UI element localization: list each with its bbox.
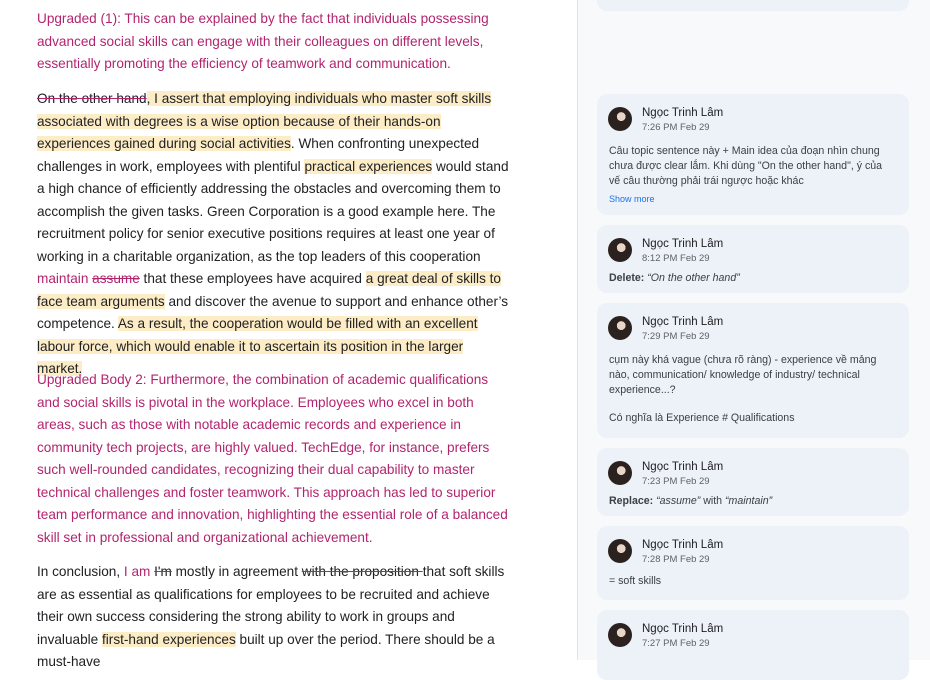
commented-text[interactable]: , I assert that employing individuals who master soft skills associated with degrees is a wise option because of their hands-on experiences gained during social activities	[37, 91, 492, 151]
comments-sidebar	[578, 0, 930, 660]
comment-time: 7:27 PM Feb 29	[642, 638, 710, 649]
commenter-name: Ngọc Trinh Lâm	[642, 107, 724, 119]
comment-body: = soft skills	[609, 575, 662, 587]
paragraph-body-1[interactable]	[37, 88, 512, 381]
body-text: . When confronting unexpected challenges in work, employees with plentiful	[37, 136, 480, 174]
suggestion-card[interactable]	[597, 225, 909, 293]
comment-card-partial[interactable]	[597, 0, 909, 11]
commenter-name: Ngọc Trinh Lâm	[642, 623, 724, 635]
suggested-insertion[interactable]: I am	[123, 564, 151, 579]
suggested-insertion[interactable]: maintain	[37, 271, 89, 286]
body-text: that these employees have acquired	[139, 271, 366, 286]
commenter-name: Ngọc Trinh Lâm	[642, 316, 724, 328]
comment-card[interactable]	[597, 610, 909, 680]
commented-text[interactable]: practical experiences	[304, 158, 433, 174]
body-text: that soft skills are as essential as qualifications for employees to be recruited and achieve their own success considering the strong ability to work in groups and invaluable	[37, 564, 505, 647]
commenter-name: Ngọc Trinh Lâm	[642, 539, 724, 551]
suggestion-label: Delete:	[609, 272, 645, 284]
comment-time: 7:26 PM Feb 29	[642, 122, 710, 133]
suggestion-with: with	[703, 495, 723, 507]
body-text: In conclusion,	[37, 564, 124, 579]
avatar	[608, 238, 632, 262]
comment-body: cụm này khá vague (chưa rõ ràng) - experience về mảng nào, communication/ knowledge of industry/ technical experience...?	[609, 354, 877, 396]
suggested-deletion[interactable]: I'm	[154, 564, 172, 579]
paragraph-conclusion[interactable]	[37, 561, 512, 674]
commented-text[interactable]: As a result, the cooperation would be filled with an excellent labour force, which would enable it to ascertain its position in the larger market.	[37, 316, 478, 376]
suggestion-quote: “On the other hand”	[647, 272, 740, 284]
commented-text[interactable]: a great deal of skills to face team arguments	[37, 271, 501, 309]
body-text: mostly in agreement	[171, 564, 302, 579]
commenter-name: Ngọc Trinh Lâm	[642, 461, 724, 473]
comment-card[interactable]	[597, 94, 909, 215]
suggested-deletion[interactable]: assume	[92, 271, 140, 286]
show-more-link[interactable]: Show more	[609, 194, 655, 204]
body-text: built up over the period. There should be a must-have	[37, 631, 495, 669]
comment-time: 7:23 PM Feb 29	[642, 476, 710, 487]
suggestion-from: “assume”	[656, 495, 701, 507]
body-text: would stand a high chance of efficiently addressing the obstacles and overcoming them to accomplish the given tasks. Green Corporation is a good example here. The recruitment policy for senior executive positions requires at least one year of working in a charitable organization, as the top leaders of this cooperation	[37, 158, 509, 264]
suggestion-text	[609, 271, 894, 286]
comment-body-line: Có nghĩa là Experience # Qualifications	[609, 412, 795, 424]
commenter-name: Ngọc Trinh Lâm	[642, 238, 724, 250]
comment-body: Câu topic sentence này + Main idea của đoạn nhìn chung chưa được clear lắm. Khi dùng "On the other hand", ý của vế câu thường phải trái ngược hoặc khác	[609, 145, 883, 187]
comment-time: 7:28 PM Feb 29	[642, 554, 710, 565]
avatar	[608, 623, 632, 647]
comment-card[interactable]	[597, 526, 909, 600]
suggestion-text	[609, 494, 894, 509]
suggested-deletion[interactable]: On the other hand	[37, 91, 147, 106]
suggestion-to: “maintain”	[725, 495, 773, 507]
comment-time: 8:12 PM Feb 29	[642, 253, 710, 264]
avatar	[608, 316, 632, 340]
body-text: and discover the avenue to support and enhance other’s competence.	[37, 293, 509, 331]
paragraph-upgraded-body-2[interactable]: Upgraded Body 2: Furthermore, the combination of academic qualifications and social skills is pivotal in the workplace. Employees who excel in both areas, such as those with notable academic records and experience in community tech projects, are highly valued. TechEdge, for instance, prefers such well-rounded candidates, recognizing their dual capability to master technical challenges and foster teamwork. This approach has led to superior team performance and innovation, highlighting the essential role of a balanced skill set in professional and organizational achievement.	[37, 372, 508, 545]
avatar	[608, 107, 632, 131]
paragraph-upgraded-1[interactable]: Upgraded (1): This can be explained by the fact that individuals possessing advanced social skills can engage with their colleagues on different levels, essentially promoting the efficiency of teamwork and communication.	[37, 11, 489, 71]
comment-time: 7:29 PM Feb 29	[642, 331, 710, 342]
suggestion-label: Replace:	[609, 495, 654, 507]
suggested-deletion[interactable]: with the proposition	[301, 564, 423, 579]
commented-text[interactable]: first-hand experiences	[102, 631, 236, 647]
avatar	[608, 461, 632, 485]
avatar	[608, 539, 632, 563]
comment-card[interactable]	[597, 303, 909, 438]
suggestion-card[interactable]	[597, 448, 909, 516]
